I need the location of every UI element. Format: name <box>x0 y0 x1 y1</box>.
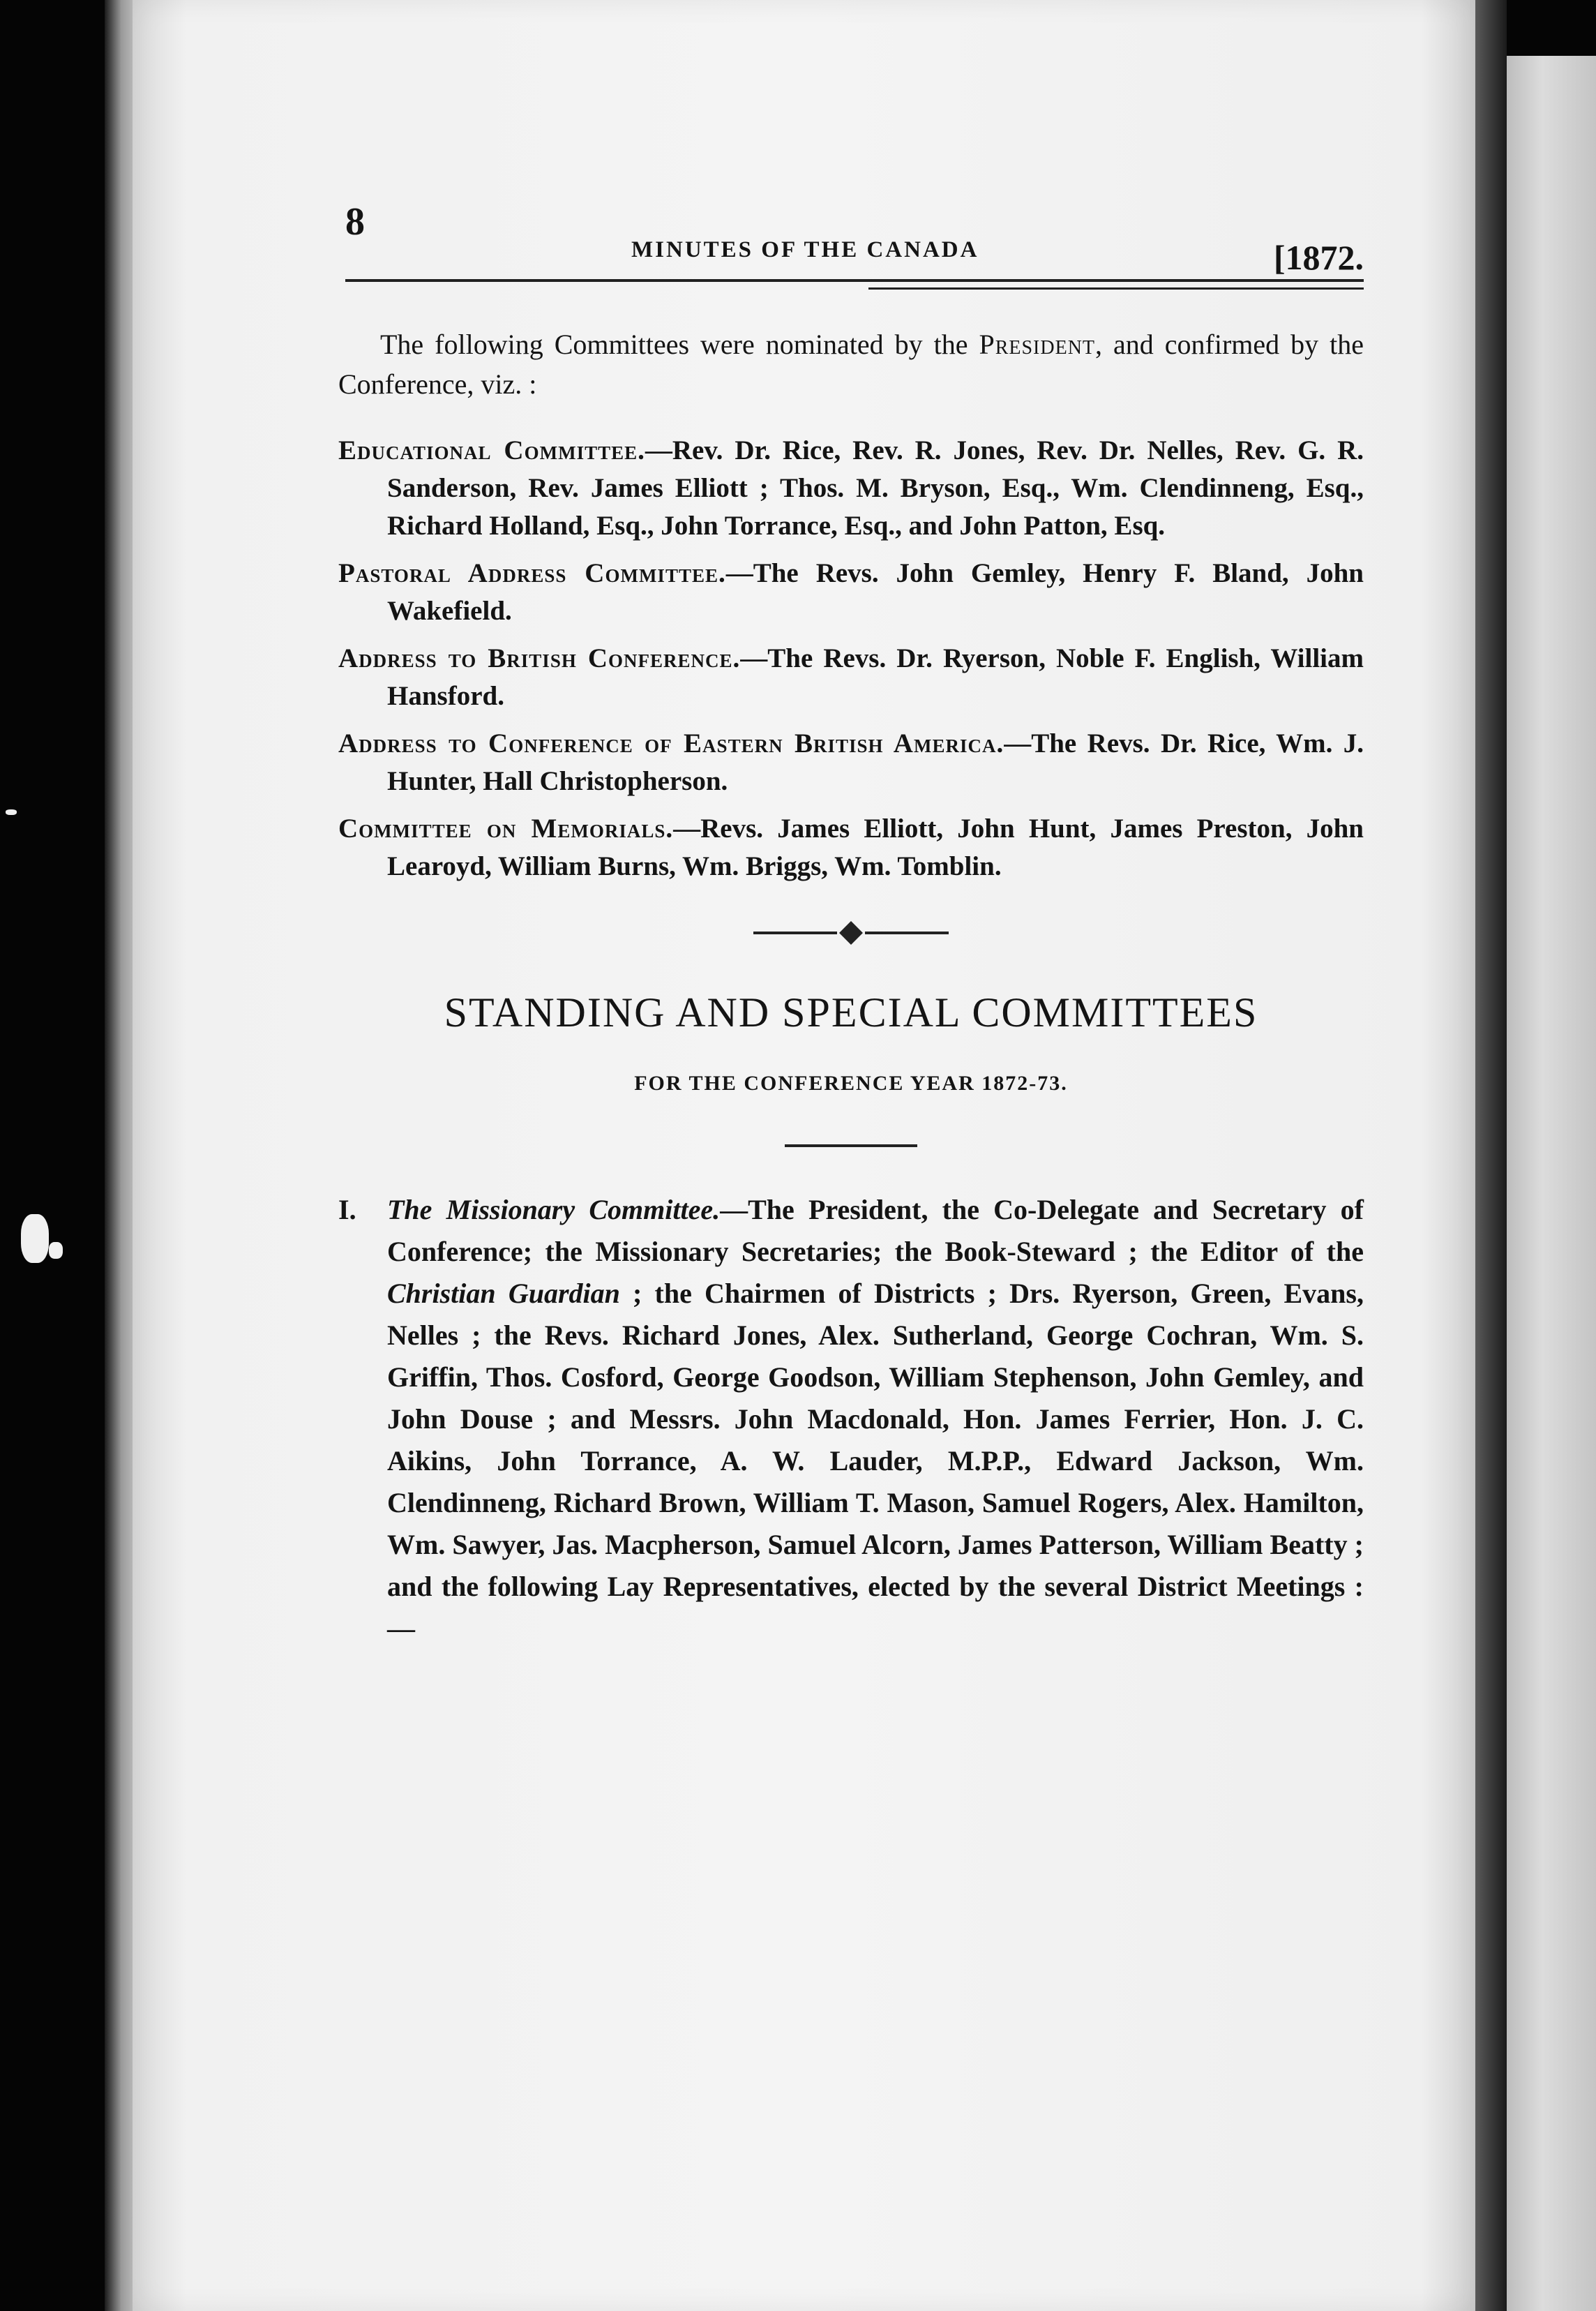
divider-line-right <box>865 932 949 934</box>
divider-diamond <box>839 921 863 945</box>
item-number: I. <box>338 1193 356 1225</box>
item-title-suffix: —The President, the Co-Delegate and Secretary of Conference; the Missionary Secretaries; the Book-Steward ; the Editor of the <box>387 1193 1364 1267</box>
committee-name: Pastoral Address Committee. <box>338 558 726 588</box>
committee-name: Committee on Memorials. <box>338 814 674 844</box>
committee-entry-pastoral-address <box>338 555 1364 630</box>
committee-members: —Revs. James Elliott, John Hunt, James Preston, John Learoyd, William Burns, Wm. Briggs, Wm. Tomblin. <box>387 814 1364 881</box>
intro-text-before: The following Committees were nominated by the <box>380 329 979 360</box>
divider-line-left <box>753 932 837 934</box>
committee-name: Educational Committee. <box>338 435 645 465</box>
intro-paragraph <box>338 324 1364 404</box>
committee-entry-memorials <box>338 810 1364 885</box>
section-subtitle: FOR THE CONFERENCE YEAR 1872-73. <box>634 1071 1068 1095</box>
committee-members: —Rev. Dr. Rice, Rev. R. Jones, Rev. Dr. Nelles, Rev. G. R. Sanderson, Rev. James Elliott ; Thos. M. Bryson, Esq., Wm. Clendinneng, Esq., Richard Holland, Esq., John Torrance, Esq., and John Patton, Esq. <box>387 435 1364 541</box>
dust-speck <box>21 1214 49 1263</box>
committee-name: Address to Conference of Eastern British America. <box>338 728 1004 758</box>
header-rule-secondary <box>868 287 1364 290</box>
committee-members: —The Revs. Dr. Rice, Wm. J. Hunter, Hall Christopherson. <box>387 728 1364 796</box>
page-content <box>338 195 1364 1650</box>
committee-entry-educational <box>338 432 1364 545</box>
dust-speck <box>49 1242 63 1259</box>
facing-page-edge <box>1507 56 1596 2311</box>
section-title: STANDING AND SPECIAL COMMITTEES <box>444 989 1258 1035</box>
committee-item-missionary <box>338 1189 1364 1650</box>
committee-entry-eastern-british-america <box>338 725 1364 800</box>
item-body: ; the Chairmen of Districts ; Drs. Ryerson, Green, Evans, Nelles ; the Revs. Richard Jones, Alex. Sutherland, George Cochran, Wm. S. Griffin, Thos. Cosford, George Goodson, William Stephenson, John Gemley, and John Douse ; and Messrs. John Macdonald, Hon. James Ferrier, Hon. J. C. Aikins, John Torrance, A. W. Lauder, M.P.P., Edward Jackson, Wm. Clendinneng, Richard Brown, William T. Mason, Samuel Rogers, Alex. Hamilton, Wm. Sawyer, Jas. Macpherson, Samuel Alcorn, James Patterson, William Beatty ; and the following Lay Representatives, elected by the several District Meetings :— <box>387 1277 1364 1644</box>
ornamental-divider <box>753 919 949 947</box>
intro-text-after: , and confirmed by the Conference, viz. : <box>338 329 1364 400</box>
intro-president: President <box>979 329 1096 360</box>
running-year: [1872. <box>1273 238 1364 277</box>
periodical-name: Christian Guardian <box>387 1277 620 1309</box>
committee-entry-british-conference <box>338 640 1364 715</box>
page-number: 8 <box>345 200 365 244</box>
page-gutter <box>1475 0 1507 2311</box>
running-head <box>338 195 1364 277</box>
running-title: MINUTES OF THE CANADA <box>631 237 979 262</box>
item-title: The Missionary Committee. <box>387 1193 721 1225</box>
committee-members: —The Revs. Dr. Ryerson, Noble F. English, William Hansford. <box>387 643 1364 711</box>
dust-speck <box>6 809 17 815</box>
section-rule <box>785 1144 917 1147</box>
committee-name: Address to British Conference. <box>338 643 741 673</box>
committee-members: —The Revs. John Gemley, Henry F. Bland, John Wakefield. <box>387 558 1364 626</box>
header-rule <box>345 279 1364 282</box>
